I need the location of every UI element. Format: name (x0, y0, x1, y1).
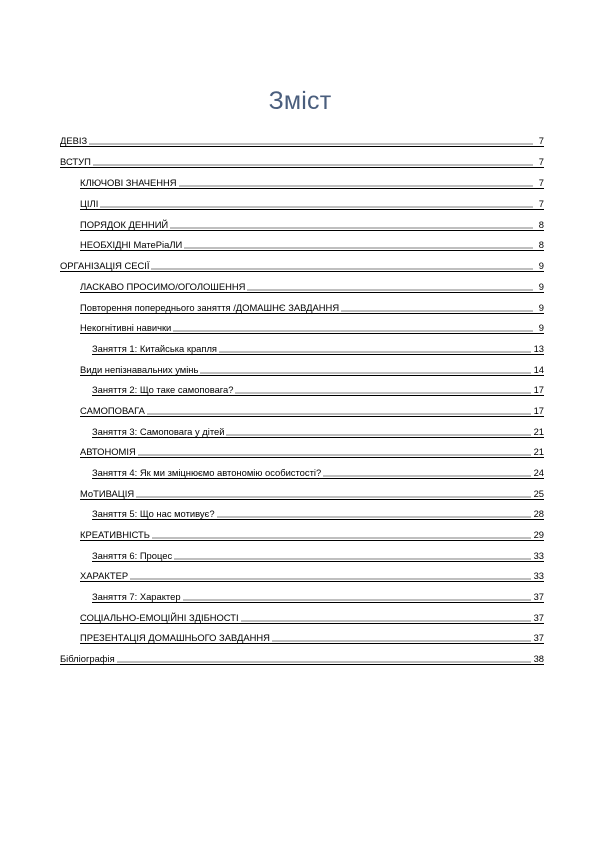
toc-entry-label: ПОРЯДОК ДЕННИЙ (80, 219, 169, 230)
toc-entry-label: Види непізнавальних умінь (80, 364, 199, 375)
toc-entry[interactable] (80, 443, 544, 458)
toc-entry-label: АВТОНОМІЯ (80, 446, 136, 457)
toc-leader-dots (136, 488, 530, 499)
toc-entry-page: 17 (533, 384, 544, 395)
toc-entry-page: 21 (533, 426, 544, 437)
toc-entry[interactable] (60, 650, 544, 665)
toc-leader-dots (147, 405, 531, 416)
toc-entry[interactable] (80, 485, 544, 500)
toc-leader-dots (152, 529, 531, 540)
toc-entry-page: 9 (538, 260, 544, 271)
toc-entry-page: 14 (533, 364, 544, 375)
toc-entry[interactable] (80, 236, 544, 251)
toc-entry[interactable] (92, 464, 544, 479)
toc-entry-label: Заняття 3: Самоповага у дітей (92, 426, 225, 437)
toc-entry-label: ОРГАНІЗАЦІЯ СЕСІЇ (60, 260, 150, 271)
toc-entry-label: Повторення попереднього заняття /ДОМАШНЄ ЗАВДАННЯ (80, 302, 340, 313)
toc-entry-page: 13 (533, 343, 544, 354)
toc-entry-label: Заняття 6: Процес (92, 550, 173, 561)
toc-entry[interactable] (80, 174, 544, 189)
toc-entry[interactable] (60, 153, 544, 168)
toc-entry-label: ХАРАКТЕР (80, 570, 129, 581)
toc-entry[interactable] (80, 609, 544, 624)
toc-leader-dots (226, 426, 530, 437)
toc-leader-dots (235, 384, 530, 395)
toc-entry[interactable] (80, 629, 544, 644)
toc-entry[interactable] (80, 278, 544, 293)
toc-leader-dots (200, 364, 530, 375)
toc-entry[interactable] (92, 588, 544, 603)
toc-entry-label: Заняття 5: Що нас мотивує? (92, 508, 215, 519)
toc-entry-label: СОЦІАЛЬНО-ЕМОЦІЙНІ ЗДІБНОСТІ (80, 612, 239, 623)
toc-entry-page: 7 (538, 156, 544, 167)
toc-entry-label: Заняття 4: Як ми зміцнюємо автономію особистості? (92, 467, 322, 478)
toc-entry-label: ДЕВІЗ (60, 135, 88, 146)
toc-entry-label: НЕОБХІДНІ МатеРіаЛИ (80, 239, 183, 250)
toc-leader-dots (130, 570, 530, 581)
toc-entry[interactable] (92, 340, 544, 355)
toc-leader-dots (179, 177, 533, 188)
toc-entry-page: 7 (538, 177, 544, 188)
toc-entry[interactable] (80, 567, 544, 582)
toc-leader-dots (151, 260, 533, 271)
toc-entry[interactable] (92, 381, 544, 396)
toc-entry-label: КЛЮЧОВІ ЗНАЧЕННЯ (80, 177, 177, 188)
toc-entry[interactable] (80, 195, 544, 210)
toc-entry-page: 29 (533, 529, 544, 540)
toc-entry-label: Некогнітивні навички (80, 322, 172, 333)
toc-entry-page: 33 (533, 570, 544, 581)
toc-entry-page: 7 (538, 135, 544, 146)
toc-entry-label: ЛАСКАВО ПРОСИМО/ОГОЛОШЕННЯ (80, 281, 246, 292)
toc-entry-page: 9 (538, 281, 544, 292)
toc-entry[interactable] (80, 402, 544, 417)
toc-leader-dots (173, 322, 533, 333)
toc-leader-dots (93, 156, 533, 167)
toc-leader-dots (184, 239, 533, 250)
toc-leader-dots (170, 219, 533, 230)
toc-leader-dots (174, 550, 530, 561)
toc-leader-dots (100, 198, 533, 209)
toc-entry-page: 38 (533, 653, 544, 664)
toc-entry[interactable] (80, 299, 544, 314)
toc-entry-label: САМОПОВАГА (80, 405, 145, 416)
toc-entry-page: 37 (533, 632, 544, 643)
toc-entry[interactable] (80, 526, 544, 541)
toc-entry-page: 8 (538, 239, 544, 250)
toc-entry-page: 21 (533, 446, 544, 457)
toc-leader-dots (341, 302, 533, 313)
toc-entry-label: ПРЕЗЕНТАЦІЯ ДОМАШНЬОГО ЗАВДАННЯ (80, 632, 270, 643)
toc-leader-dots (219, 343, 531, 354)
toc-entry[interactable] (80, 361, 544, 376)
toc-entry-page: 37 (533, 591, 544, 602)
toc-entry[interactable] (92, 423, 544, 438)
toc-leader-dots (217, 508, 531, 519)
toc-entry[interactable] (92, 547, 544, 562)
toc-entry-page: 9 (538, 322, 544, 333)
toc-entry-page: 25 (533, 488, 544, 499)
toc-entry-page: 28 (533, 508, 544, 519)
toc-leader-dots (323, 467, 530, 478)
toc-entry[interactable] (92, 505, 544, 520)
toc-leader-dots (138, 446, 531, 457)
toc-entry-page: 37 (533, 612, 544, 623)
toc-leader-dots (247, 281, 533, 292)
toc-leader-dots (272, 632, 531, 643)
toc-leader-dots (117, 653, 531, 664)
toc-leader-dots (89, 135, 533, 146)
toc-title: Зміст (268, 87, 332, 115)
toc-entry-page: 8 (538, 219, 544, 230)
toc-entry-label: Заняття 2: Що таке самоповага? (92, 384, 234, 395)
toc-entry[interactable] (60, 132, 544, 147)
toc-entry-label: Заняття 7: Характер (92, 591, 181, 602)
toc-entry-page: 9 (538, 302, 544, 313)
toc-entry-label: Заняття 1: Китайська крапля (92, 343, 218, 354)
toc-leader-dots (183, 591, 531, 602)
toc-entry[interactable] (60, 257, 544, 272)
toc-entry-page: 24 (533, 467, 544, 478)
toc-entry-page: 17 (533, 405, 544, 416)
toc-entry-page: 7 (538, 198, 544, 209)
toc-entry-label: МоТИВАЦІЯ (80, 488, 135, 499)
toc-entry-label: ВСТУП (60, 156, 91, 167)
toc-entry-label: Бібліографія (60, 653, 115, 664)
toc-entry[interactable] (80, 216, 544, 231)
toc-leader-dots (241, 612, 531, 623)
toc-entry-label: ЦІЛІ (80, 198, 99, 209)
toc-entry-page: 33 (533, 550, 544, 561)
toc-entry-label: КРЕАТИВНІСТЬ (80, 529, 150, 540)
toc-entry[interactable] (80, 319, 544, 334)
